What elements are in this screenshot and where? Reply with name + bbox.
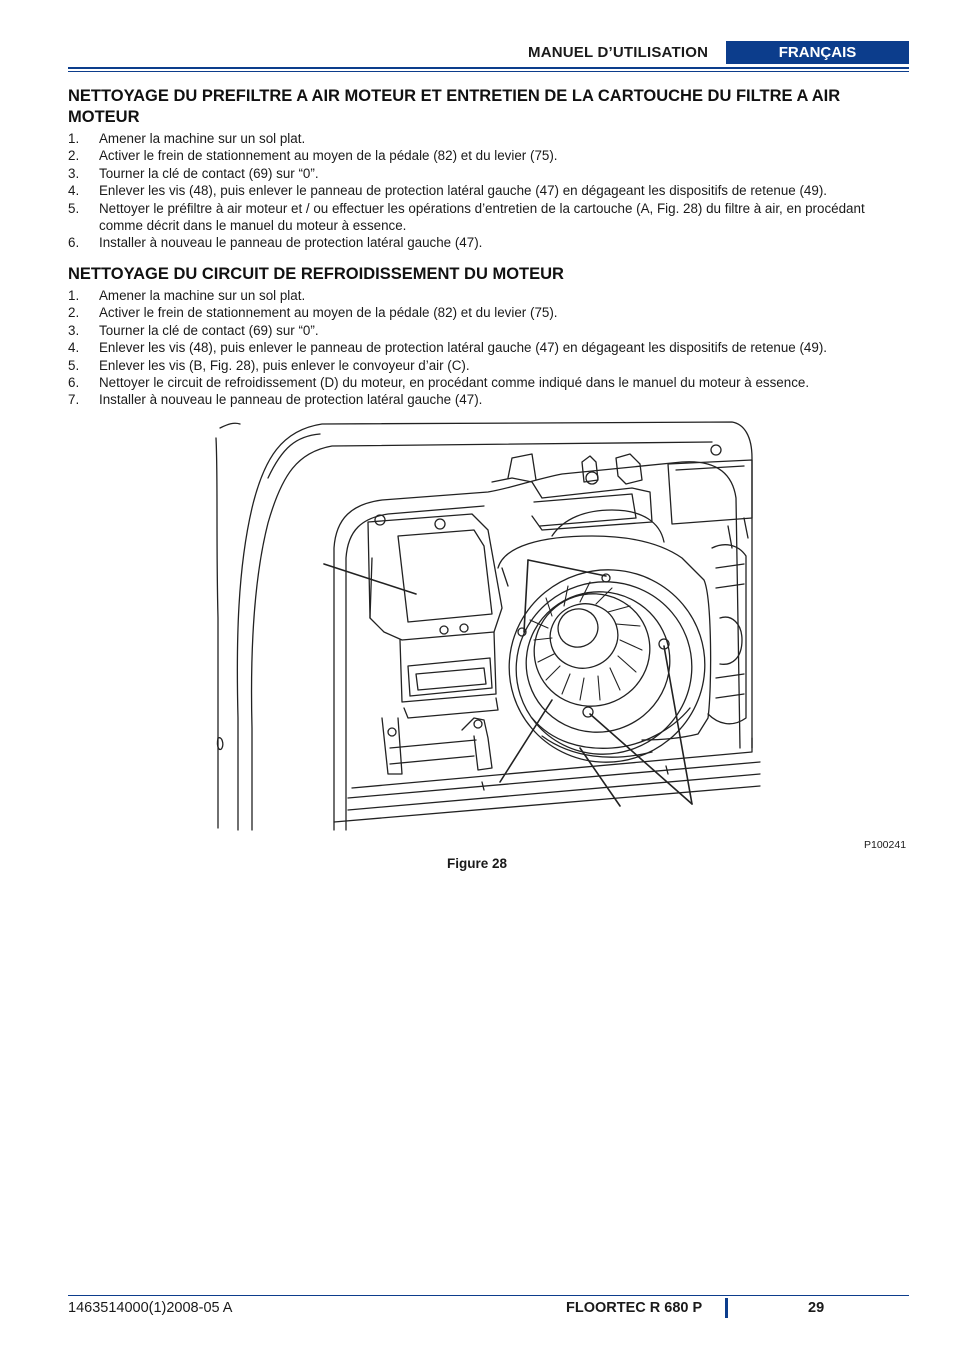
header-rule-thin bbox=[68, 71, 909, 72]
step-number: 1. bbox=[68, 288, 80, 303]
section-air-filter bbox=[68, 86, 908, 252]
step-number: 1. bbox=[68, 131, 80, 146]
step-number: 7. bbox=[68, 392, 80, 408]
step-text: Enlever les vis (48), puis enlever le panneau de protection latéral gauche (47) en dégageant les dispositifs de retenue (49). bbox=[99, 183, 828, 199]
step-list bbox=[68, 287, 908, 409]
figure-caption: Figure 28 bbox=[446, 856, 508, 871]
list-item bbox=[68, 234, 908, 251]
step-number: 3. bbox=[68, 322, 80, 338]
figure-code: P100241 bbox=[864, 839, 907, 851]
section-cooling-circuit bbox=[68, 264, 908, 409]
list-item bbox=[68, 165, 908, 182]
step-text: Installer à nouveau le panneau de protection latéral gauche (47). bbox=[99, 235, 483, 251]
step-text: Activer le frein de stationnement au moyen de la pédale (82) et du levier (75). bbox=[99, 148, 558, 164]
list-item bbox=[68, 374, 908, 391]
step-text: Nettoyer le préfiltre à air moteur et / ou effectuer les opérations d’entretien de la cartouche (A, Fig. 28) du filtre à air, en procédant comme décrit dans le manuel du moteur à essence. bbox=[99, 200, 865, 234]
step-number: 4. bbox=[68, 340, 80, 356]
footer-divider bbox=[725, 1298, 728, 1318]
step-text: Enlever les vis (B, Fig. 28), puis enlever le convoyeur d’air (C). bbox=[99, 357, 470, 373]
manual-title: MANUEL D’UTILISATION bbox=[528, 44, 709, 61]
step-text: Tourner la clé de contact (69) sur “0”. bbox=[99, 165, 319, 181]
step-number: 2. bbox=[68, 148, 80, 164]
step-number: 6. bbox=[68, 235, 80, 251]
model-name: FLOORTEC R 680 P bbox=[566, 1300, 703, 1316]
step-number: 2. bbox=[68, 305, 80, 321]
step-text: Installer à nouveau le panneau de protection latéral gauche (47). bbox=[99, 392, 483, 408]
step-text: Nettoyer le circuit de refroidissement (D) du moteur, en procédant comme indiqué dans le manuel du moteur à essence. bbox=[99, 375, 810, 391]
page-number: 29 bbox=[808, 1300, 825, 1316]
step-number: 3. bbox=[68, 165, 80, 181]
step-number: 6. bbox=[68, 375, 80, 391]
list-item bbox=[68, 200, 908, 235]
step-text: Activer le frein de stationnement au moyen de la pédale (82) et du levier (75). bbox=[99, 305, 558, 321]
step-text: Tourner la clé de contact (69) sur “0”. bbox=[99, 322, 319, 338]
list-item bbox=[68, 391, 908, 408]
step-list bbox=[68, 130, 908, 252]
step-text: Enlever les vis (48), puis enlever le panneau de protection latéral gauche (47) en dégageant les dispositifs de retenue (49). bbox=[99, 340, 828, 356]
step-text: Amener la machine sur un sol plat. bbox=[99, 288, 306, 303]
section-title: NETTOYAGE DU CIRCUIT DE REFROIDISSEMENT DU MOTEUR bbox=[68, 265, 564, 283]
step-text: Amener la machine sur un sol plat. bbox=[99, 131, 306, 146]
section-title: NETTOYAGE DU PREFILTRE A AIR MOTEUR ET ENTRETIEN DE LA CARTOUCHE DU FILTRE A AIR MOTEUR bbox=[68, 87, 841, 126]
list-item bbox=[68, 147, 908, 164]
language-badge: FRANÇAIS bbox=[726, 41, 909, 64]
list-item bbox=[68, 357, 908, 374]
list-item bbox=[68, 182, 908, 199]
header-rule bbox=[68, 67, 909, 69]
step-number: 5. bbox=[68, 200, 80, 216]
list-item bbox=[68, 322, 908, 339]
list-item bbox=[68, 130, 908, 147]
engine-compartment-illustration bbox=[212, 418, 764, 832]
list-item bbox=[68, 287, 908, 304]
footer-rule bbox=[68, 1295, 909, 1296]
list-item bbox=[68, 339, 908, 356]
document-number: 1463514000(1)2008-05 A bbox=[68, 1300, 233, 1316]
step-number: 5. bbox=[68, 357, 80, 373]
step-number: 4. bbox=[68, 183, 80, 199]
list-item bbox=[68, 304, 908, 321]
